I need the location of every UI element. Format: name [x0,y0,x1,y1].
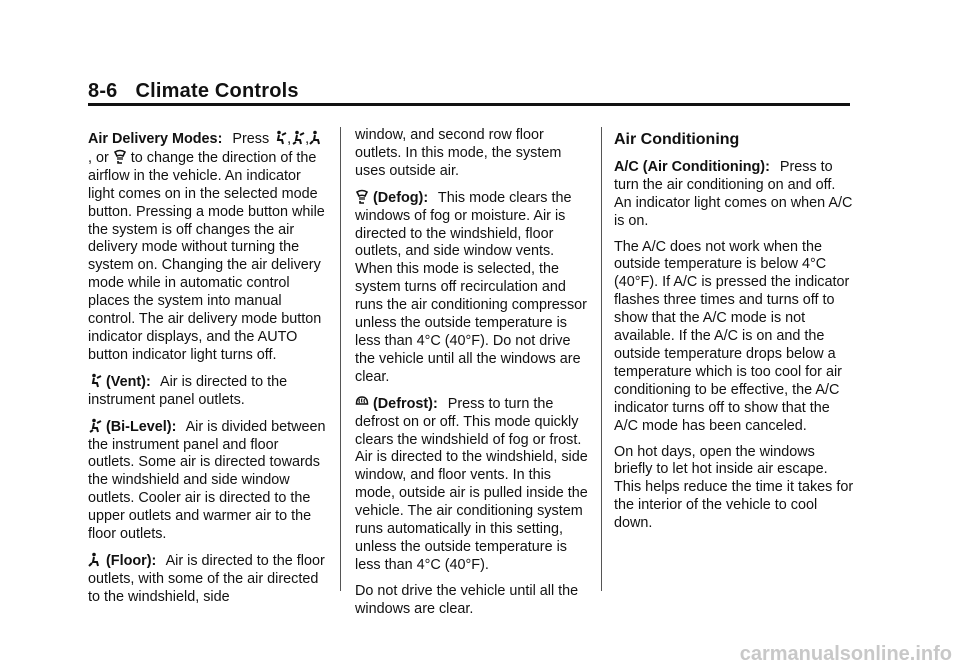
column-divider [601,127,602,591]
defog-icon [355,189,369,204]
bi-level-icon [291,130,305,145]
air-delivery-term: Air Delivery Modes: [88,131,223,147]
column-2 [355,127,593,627]
column-divider [340,127,341,591]
floor-term: (Floor): [106,552,157,569]
floor-continued-paragraph: window, and second row floor outlets. In this mode, the system uses outside air. [355,127,562,179]
defog-term: (Defog): [373,189,429,206]
defog-paragraph: (Defog): This mode clears the windows of fog or moisture. Air is directed to the windshield, floor outlets, and side window vents. When this mode is selected, the system turns off recirculation and runs the air conditioning compressor unless the outside temperature is less than 4°C (40°F). Do not drive the vehicle until all the windows are clear. [355,189,587,385]
bi-level-term: (Bi-Level): [106,418,177,435]
header-rule [88,103,850,106]
vent-paragraph: (Vent): Air is directed to the instrument panel outlets. [88,373,288,408]
press-text: Press [232,131,270,147]
air-delivery-paragraph: Air Delivery Modes: Press , , , or to change the direction of the airflow in the vehicle. An indicator light comes on in the selected mode button. Pressing a mode button while the system is off changes the air delivery mode without turning the system on. Changing the air delivery mode while in automatic control places the system into manual control. The air delivery mode button indicator displays, and the AUTO button indicator light turns off. [88,131,325,363]
hot-days-paragraph: On hot days, open the windows briefly to let hot inside air escape. This helps reduce the time it takes for the interior of the vehicle to cool down. [614,443,854,532]
column-1 [88,130,326,615]
bi-level-icon [88,418,102,433]
defog-icon [113,149,127,164]
section-title: Climate Controls [135,80,299,102]
floor-icon [88,552,102,567]
vent-term: (Vent): [106,373,151,390]
column-3 [614,131,854,541]
watermark: carmanualsonline.info [739,643,952,665]
ac-paragraph: A/C (Air Conditioning): Press to turn the air conditioning on and off. An indicator light comes on when A/C is on. [614,158,853,229]
page-header [88,80,850,103]
ac-details-paragraph: The A/C does not work when the outside temperature is below 4°C (40°F). If A/C is pressed the indicator flashes three times and turns off to show that the A/C mode is not available. If the A/C is on and the outside temperature drops below a temperature which is too cool for air conditioning to be effective, the A/C indicator turns off to show that the A/C mode has been canceled. [614,238,850,434]
ac-term: A/C (Air Conditioning): [614,158,770,175]
vent-icon [273,130,287,145]
floor-paragraph: (Floor): Air is directed to the floor outlets, with some of the air directed to the windshield, side [88,552,325,605]
warning-paragraph: Do not drive the vehicle until all the windows are clear. [355,582,579,617]
floor-icon [309,130,323,145]
defrost-paragraph: (Defrost): Press to turn the defrost on or off. This mode quickly clears the windshield of fog or frost. Air is directed to the windshield, side window, and floor vents. In this mode, outside air is pulled inside the vehicle. The air conditioning system runs automatically in this setting, unless the outside temperature is less than 4°C (40°F). [355,395,588,573]
page-number: 8-6 [88,80,118,102]
defrost-term: (Defrost): [373,395,438,412]
vent-icon [88,373,102,388]
air-conditioning-heading: Air Conditioning [614,131,740,148]
defrost-icon [355,395,369,410]
bi-level-paragraph: (Bi-Level): Air is divided between the instrument panel and floor outlets. Some air is directed towards the windshield and side window outlets. Cooler air is directed to the upper outlets and warmer air to the floor outlets. [88,418,326,543]
